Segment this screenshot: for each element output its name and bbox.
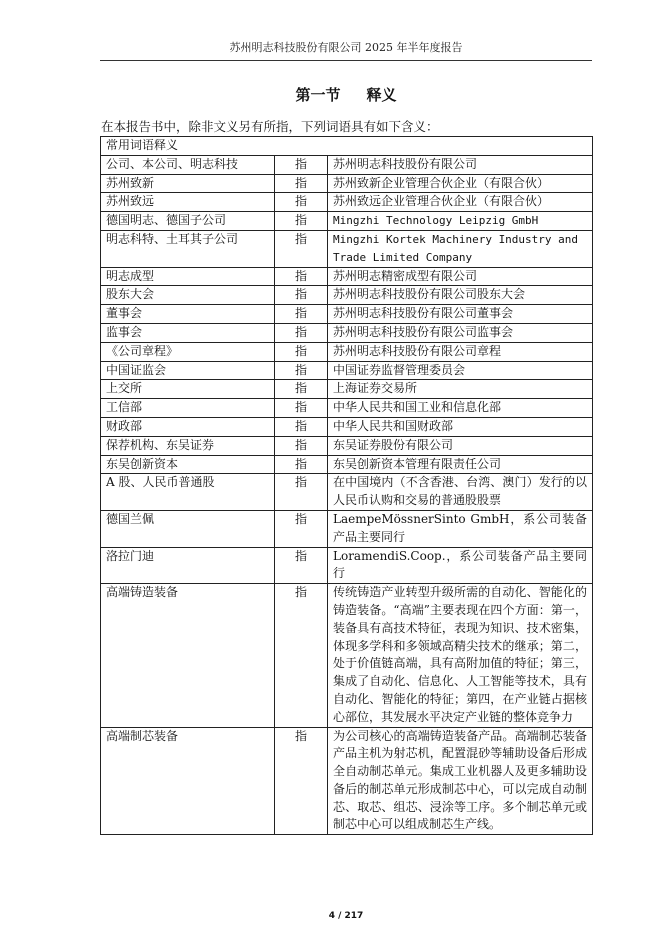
refers-to-cell: 指	[275, 474, 328, 511]
refers-to-cell: 指	[275, 305, 328, 324]
definition-cell: 苏州致远企业管理合伙企业（有限合伙）	[328, 193, 593, 212]
table-row	[101, 361, 593, 380]
term-cell: 上交所	[101, 380, 275, 399]
definition-cell: 中华人民共和国工业和信息化部	[328, 399, 593, 418]
refers-to-cell: 指	[275, 547, 328, 584]
intro-text: 在本报告书中，除非文义另有所指，下列词语具有如下含义：	[101, 119, 439, 134]
table-row	[101, 155, 593, 174]
definition-cell: 苏州致新企业管理合伙企业（有限合伙）	[328, 174, 593, 193]
table-caption-row	[101, 137, 593, 156]
definition-cell: 东吴创新资本管理有限责任公司	[328, 455, 593, 474]
table-row	[101, 212, 593, 231]
table-row	[101, 399, 593, 418]
table-row	[101, 305, 593, 324]
refers-to-cell: 指	[275, 174, 328, 193]
term-cell: 《公司章程》	[101, 342, 275, 361]
term-cell: 董事会	[101, 305, 275, 324]
refers-to-cell: 指	[275, 361, 328, 380]
definition-cell: 苏州明志科技股份有限公司董事会	[328, 305, 593, 324]
definition-cell: 苏州明志科技股份有限公司股东大会	[328, 286, 593, 305]
table-row	[101, 267, 593, 286]
term-cell: 德国兰佩	[101, 510, 275, 547]
term-cell: 苏州致远	[101, 193, 275, 212]
definition-cell: 中国证券监督管理委员会	[328, 361, 593, 380]
refers-to-cell: 指	[275, 155, 328, 174]
term-cell: 德国明志、德国子公司	[101, 212, 275, 231]
header-rule	[100, 60, 592, 61]
table-row	[101, 230, 593, 267]
definition-cell: 传统铸造产业转型升级所需的自动化、智能化的铸造装备。“高端”主要表现在四个方面：第一，装备具有高技术特征，表现为知识、技术密集，体现多学科和多领域高精尖技术的继承；第二，处于价值链高端，具有高附加值的特征；第三，集成了自动化、信息化、人工智能等技术，具有自动化、智能化的特征；第四，在产业链占据核心部位，其发展水平决定产业链的整体竞争力	[328, 584, 593, 727]
definition-cell: 中华人民共和国财政部	[328, 417, 593, 436]
term-cell: 监事会	[101, 323, 275, 342]
definition-cell: 苏州明志精密成型有限公司	[328, 267, 593, 286]
refers-to-cell: 指	[275, 230, 328, 267]
term-cell: 洛拉门迪	[101, 547, 275, 584]
table-row	[101, 727, 593, 835]
term-cell: 公司、本公司、明志科技	[101, 155, 275, 174]
refers-to-cell: 指	[275, 212, 328, 231]
refers-to-cell: 指	[275, 323, 328, 342]
refers-to-cell: 指	[275, 727, 328, 835]
table-row	[101, 286, 593, 305]
definition-cell: 苏州明志科技股份有限公司	[328, 155, 593, 174]
refers-to-cell: 指	[275, 193, 328, 212]
refers-to-cell: 指	[275, 267, 328, 286]
table-row	[101, 584, 593, 727]
section-title: 第一节 释义	[295, 86, 397, 104]
page-number: 4 / 217	[328, 911, 364, 921]
definition-cell: 苏州明志科技股份有限公司章程	[328, 342, 593, 361]
page-header: 苏州明志科技股份有限公司 2025 年半年度报告	[229, 41, 463, 54]
term-cell: 工信部	[101, 399, 275, 418]
refers-to-cell: 指	[275, 286, 328, 305]
term-cell: 明志成型	[101, 267, 275, 286]
table-row	[101, 474, 593, 511]
term-cell: 东吴创新资本	[101, 455, 275, 474]
table-row	[101, 193, 593, 212]
definition-cell: 苏州明志科技股份有限公司监事会	[328, 323, 593, 342]
refers-to-cell: 指	[275, 399, 328, 418]
definition-cell: 在中国境内（不含香港、台湾、澳门）发行的以人民币认购和交易的普通股股票	[328, 474, 593, 511]
refers-to-cell: 指	[275, 510, 328, 547]
definitions-body	[101, 155, 593, 834]
definition-cell: LaempeMössnerSinto GmbH，系公司装备产品主要同行	[328, 510, 593, 547]
refers-to-cell: 指	[275, 584, 328, 727]
definition-cell: Mingzhi Kortek Machinery Industry and Trade Limited Company	[328, 230, 593, 267]
definition-cell: LoramendiS.Coop.，系公司装备产品主要同行	[328, 547, 593, 584]
table-row	[101, 174, 593, 193]
term-cell: A 股、人民币普通股	[101, 474, 275, 511]
definition-cell: 上海证券交易所	[328, 380, 593, 399]
refers-to-cell: 指	[275, 417, 328, 436]
term-cell: 保荐机构、东吴证券	[101, 436, 275, 455]
refers-to-cell: 指	[275, 380, 328, 399]
refers-to-cell: 指	[275, 455, 328, 474]
term-cell: 高端铸造装备	[101, 584, 275, 727]
table-row	[101, 547, 593, 584]
table-row	[101, 436, 593, 455]
term-cell: 苏州致新	[101, 174, 275, 193]
term-cell: 明志科特、土耳其子公司	[101, 230, 275, 267]
refers-to-cell: 指	[275, 436, 328, 455]
definition-cell: 为公司核心的高端铸造装备产品。高端制芯装备产品主机为射芯机，配置混砂等辅助设备后形成全自动制芯单元。集成工业机器人及更多辅助设备后的制芯单元形成制芯中心，可以完成自动制芯、取芯、组芯、浸涂等工序。多个制芯单元或制芯中心可以组成制芯生产线。	[328, 727, 593, 835]
term-cell: 股东大会	[101, 286, 275, 305]
table-row	[101, 510, 593, 547]
definitions-table	[100, 136, 593, 835]
table-caption: 常用词语释义	[101, 137, 593, 156]
table-row	[101, 323, 593, 342]
table-row	[101, 455, 593, 474]
definition-cell: 东吴证券股份有限公司	[328, 436, 593, 455]
term-cell: 中国证监会	[101, 361, 275, 380]
term-cell: 高端制芯装备	[101, 727, 275, 835]
definition-cell: Mingzhi Technology Leipzig GmbH	[328, 212, 593, 231]
term-cell: 财政部	[101, 417, 275, 436]
table-row	[101, 342, 593, 361]
refers-to-cell: 指	[275, 342, 328, 361]
table-row	[101, 380, 593, 399]
table-row	[101, 417, 593, 436]
